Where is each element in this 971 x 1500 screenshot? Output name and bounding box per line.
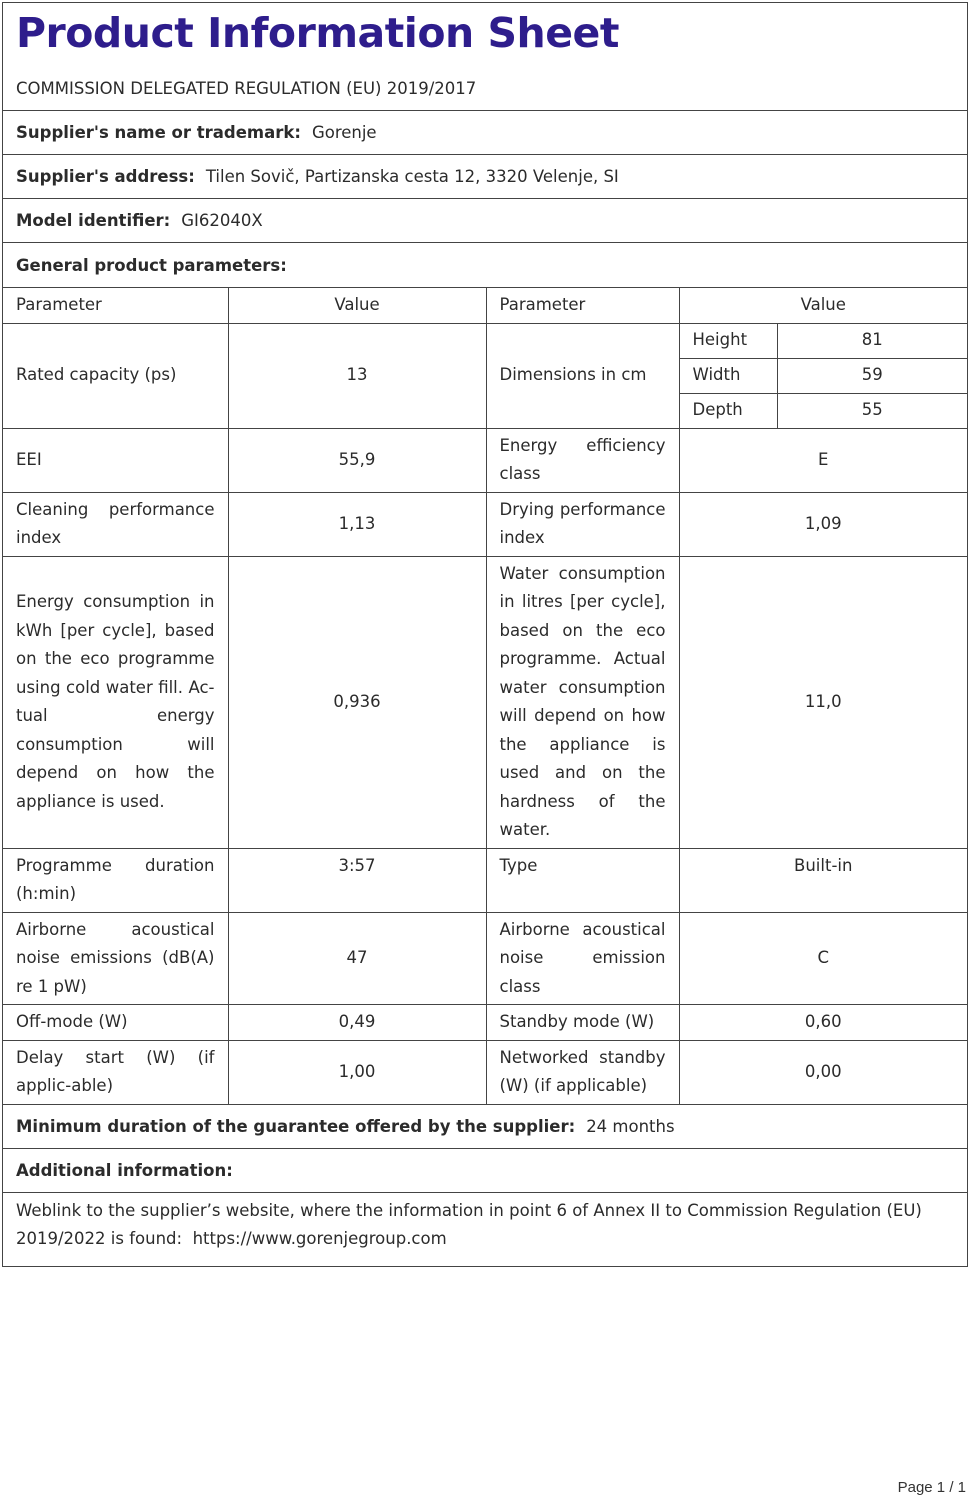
- off-mode-value: 0,49: [228, 1005, 486, 1041]
- width-label: Width: [680, 358, 778, 393]
- noise-label: Airborne acoustical noise emissions (dB(A) re 1 pW): [3, 912, 228, 1005]
- energy-class-label: Energy efficiency class: [486, 428, 679, 492]
- width-value: 59: [777, 358, 967, 393]
- guarantee-row: [3, 1105, 967, 1149]
- page-title: Product Information Sheet: [16, 9, 619, 57]
- guarantee-label: Minimum duration of the guarantee offered by the supplier:: [16, 1116, 576, 1136]
- water-consumption-value: 11,0: [679, 556, 967, 848]
- cleaning-label: Cleaning performance index: [3, 492, 228, 556]
- table-header-row: [3, 288, 967, 324]
- guarantee-value: 24 months: [586, 1116, 675, 1136]
- weblink-url[interactable]: https://www.gorenjegroup.com: [192, 1229, 447, 1248]
- table-row: [3, 848, 967, 912]
- water-consumption-label: Water consumption in litres [per cycle], based on the eco programme. Actual water consumption will depend on how the appliance is used and on the hardness of the water.: [486, 556, 679, 848]
- standby-value: 0,60: [679, 1005, 967, 1041]
- table-row: [3, 556, 967, 848]
- height-label: Height: [680, 324, 778, 359]
- general-heading-text: General product parameters:: [16, 255, 287, 275]
- supplier-label: Supplier's name or trademark:: [16, 123, 301, 142]
- type-value: Built-in: [679, 848, 967, 912]
- address-row: [3, 155, 967, 199]
- general-parameters-heading: [3, 243, 967, 287]
- table-row: [3, 1005, 967, 1041]
- table-row: [3, 1040, 967, 1104]
- model-row: [3, 199, 967, 243]
- model-value: GI62040X: [181, 211, 263, 230]
- delay-start-label: Delay start (W) (if applic-able): [3, 1040, 228, 1104]
- model-label: Model identifier:: [16, 211, 171, 230]
- drying-value: 1,09: [679, 492, 967, 556]
- eei-value: 55,9: [228, 428, 486, 492]
- networked-standby-label: Networked standby (W) (if applicable): [486, 1040, 679, 1104]
- supplier-value: Gorenje: [311, 123, 377, 142]
- regulation-reference: COMMISSION DELEGATED REGULATION (EU) 2019/2017: [3, 67, 967, 111]
- table-row: [3, 428, 967, 492]
- cleaning-value: 1,13: [228, 492, 486, 556]
- address-value: Tilen Sovič, Partizanska cesta 12, 3320 Velenje, SI: [205, 167, 619, 186]
- noise-class-label: Airborne acoustical noise emission class: [486, 912, 679, 1005]
- header-parameter-2: Parameter: [486, 288, 679, 324]
- header-parameter-1: Parameter: [3, 288, 228, 324]
- energy-consumption-label: Energy consumption in kWh [per cycle], based on the eco programme using cold water fill. Ac-tual energy consumption will depend on how the appliance is used.: [3, 556, 228, 848]
- address-label: Supplier's address:: [16, 167, 195, 186]
- noise-class-value: C: [679, 912, 967, 1005]
- noise-value: 47: [228, 912, 486, 1005]
- programme-duration-value: 3:57: [228, 848, 486, 912]
- depth-label: Depth: [680, 393, 778, 428]
- rated-capacity-value: 13: [228, 323, 486, 428]
- networked-standby-value: 0,00: [679, 1040, 967, 1104]
- weblink-text: [3, 1193, 967, 1266]
- additional-info-heading: [3, 1149, 967, 1193]
- type-label: Type: [486, 848, 679, 912]
- table-row: [3, 323, 967, 428]
- programme-duration-label: Programme duration (h:min): [3, 848, 228, 912]
- depth-value: 55: [861, 400, 883, 420]
- standby-label: Standby mode (W): [486, 1005, 679, 1041]
- drying-label: Drying performance index: [486, 492, 679, 556]
- energy-consumption-value: 0,936: [228, 556, 486, 848]
- parameters-table: [3, 287, 967, 1105]
- off-mode-label: Off-mode (W): [3, 1005, 228, 1041]
- delay-start-value: 1,00: [228, 1040, 486, 1104]
- product-information-sheet: [2, 2, 968, 1267]
- dimensions-cell: [679, 323, 967, 428]
- additional-heading-text: Additional information:: [16, 1160, 233, 1180]
- rated-capacity-label: Rated capacity (ps): [3, 323, 228, 428]
- weblink-description: Weblink to the supplier’s website, where the information in point 6 of Annex II to Commission Regulation (EU) 2019/2022 is found:: [16, 1200, 922, 1248]
- dimensions-label: Dimensions in cm: [486, 323, 679, 428]
- table-row: [3, 492, 967, 556]
- header-value-1: Value: [228, 288, 486, 324]
- page-number: Page 1 / 1: [897, 1479, 966, 1496]
- energy-class-value: E: [679, 428, 967, 492]
- supplier-row: [3, 111, 967, 155]
- table-row: [3, 912, 967, 1005]
- eei-label: EEI: [3, 428, 228, 492]
- height-value: 81: [777, 324, 967, 359]
- header-value-2: Value: [679, 288, 967, 324]
